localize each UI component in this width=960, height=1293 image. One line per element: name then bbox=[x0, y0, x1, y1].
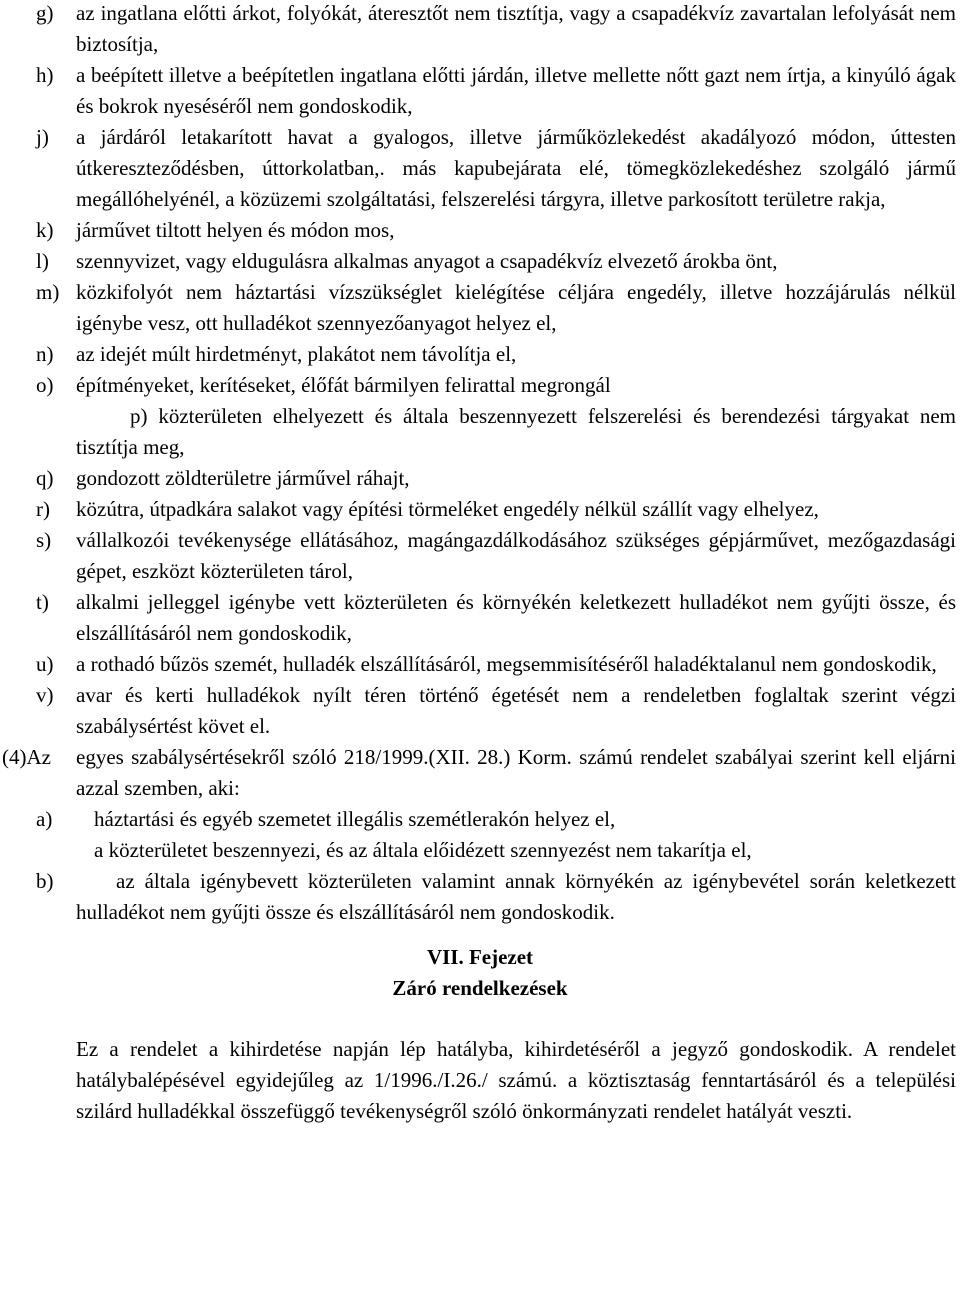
item-text: háztartási és egyéb szemetet illegális szemétlerakón helyez el, bbox=[94, 807, 616, 831]
list-item-j bbox=[0, 122, 960, 215]
list-item-t bbox=[0, 587, 960, 649]
item-text: építményeket, kerítéseket, élőfát bármilyen felirattal megrongál bbox=[76, 373, 611, 397]
list-item-m bbox=[0, 277, 960, 339]
list-item-k bbox=[0, 215, 960, 246]
item-label: v) bbox=[36, 683, 54, 707]
item-text: közterületen elhelyezett és általa beszennyezett felszerelési és berendezési tárgyakat nem tisztítja meg, bbox=[76, 404, 956, 459]
item-text: vállalkozói tevékenysége ellátásához, magángazdálkodásához szükséges gépjárművet, mezőgazdasági gépet, eszközt közterületen tárol, bbox=[76, 528, 956, 583]
chapter-title: Záró rendelkezések bbox=[392, 976, 568, 1000]
item-label: r) bbox=[36, 497, 50, 521]
item-label: q) bbox=[36, 466, 54, 490]
list-item-n bbox=[0, 339, 960, 370]
list-item-g bbox=[0, 0, 960, 60]
item-text: az ingatlana előtti árkot, folyókát, áteresztőt nem tisztítja, vagy a csapadékvíz zavartalan lefolyását nem biztosítja, bbox=[76, 1, 956, 56]
item-label: b) bbox=[36, 869, 54, 893]
item-text: az általa igénybevett közterületen valamint annak környékén az igénybevétel során keletkezett hulladékot nem gyűjti össze és elszállításáról nem gondoskodik. bbox=[76, 869, 956, 924]
item-text: az idejét múlt hirdetményt, plakátot nem távolítja el, bbox=[76, 342, 517, 366]
chapter-number: VII. Fejezet bbox=[426, 945, 534, 969]
item-text: közútra, útpadkára salakot vagy építési törmeléket engedély nélkül szállít vagy elhelyez, bbox=[76, 497, 819, 521]
list-item-u bbox=[0, 649, 960, 680]
list-item-h bbox=[0, 60, 960, 122]
item-label: k) bbox=[36, 218, 54, 242]
list-item-v bbox=[0, 680, 960, 742]
item-text: a közterületet beszennyezi, és az általa előidézett szennyezést nem takarítja el, bbox=[94, 838, 752, 862]
list-item-l bbox=[0, 246, 960, 277]
item-text: gondozott zöldterületre járművel ráhajt, bbox=[76, 466, 410, 490]
list-item-o bbox=[0, 370, 960, 401]
item-label: n) bbox=[36, 342, 54, 366]
item-label: a) bbox=[36, 807, 53, 831]
list-item-r bbox=[0, 494, 960, 525]
paragraph-text: egyes szabálysértésekről szóló 218/1999.(XII. 28.) Korm. számú rendelet szabályai szerint kell eljárni azzal szemben, aki: bbox=[76, 745, 956, 800]
item-text: avar és kerti hulladékok nyílt téren történő égetését nem a rendeletben foglaltak szerint végzi szabálysértést követ el. bbox=[76, 683, 956, 738]
paragraph-label: (4)Az bbox=[2, 745, 51, 769]
list-item-p bbox=[0, 401, 960, 463]
closing-paragraph: Ez a rendelet a kihirdetése napján lép hatályba, kihirdetéséről a jegyző gondoskodik. A rendelet hatálybalépésével egyidejűleg az 1/1996./I.26./ számú. a köztisztaság fenntartásáról és a települési szilárd hulladékkal összefüggő tevékenységről szóló önkormányzati rendelet hatályát veszti. bbox=[76, 1037, 956, 1123]
item-text: közkifolyót nem háztartási vízszükséglet kielégítése céljára engedély, illetve hozzájárulás nélkül igénybe vesz, ott hulladékot szennyezőanyagot helyez el, bbox=[76, 280, 956, 335]
item-label: p) bbox=[130, 404, 148, 428]
list-item-s bbox=[0, 525, 960, 587]
item-label: m) bbox=[36, 280, 60, 304]
item-label: o) bbox=[36, 373, 54, 397]
item-text: a járdáról letakarított havat a gyalogos, illetve járműközlekedést akadályozó módon, úttesten útkereszteződésben, úttorkolatban,. más kapubejárata elé, tömegközlekedéshez szolgáló jármű megállóhelyénél, a közüzemi szolgáltatási, felszerelési tárgyra, illetve parkosított területre rakja, bbox=[76, 125, 956, 211]
item-text: szennyvizet, vagy eldugulásra alkalmas anyagot a csapadékvíz elvezető árokba önt, bbox=[76, 249, 778, 273]
item-label: t) bbox=[36, 590, 49, 614]
item-label: u) bbox=[36, 652, 54, 676]
item-text: a beépített illetve a beépítetlen ingatlana előtti járdán, illetve mellette nőtt gazt nem írtja, a kinyúló ágak és bokrok nyeséséről nem gondoskodik, bbox=[76, 63, 956, 118]
sub-item-b bbox=[0, 866, 960, 928]
list-item-q bbox=[0, 463, 960, 494]
item-label: h) bbox=[36, 63, 54, 87]
item-label: s) bbox=[36, 528, 52, 552]
item-text: alkalmi jelleggel igénybe vett közterületen és környékén keletkezett hulladékot nem gyűjti össze, és elszállításáról nem gondoskodik, bbox=[76, 590, 956, 645]
item-label: g) bbox=[36, 1, 54, 25]
paragraph-4 bbox=[0, 742, 960, 804]
sub-item-a bbox=[0, 804, 960, 866]
item-text: a rothadó bűzös szemét, hulladék elszállításáról, megsemmisítéséről haladéktalanul nem gondoskodik, bbox=[76, 652, 937, 676]
item-label: l) bbox=[36, 249, 49, 273]
item-label: j) bbox=[36, 125, 49, 149]
item-text: járművet tiltott helyen és módon mos, bbox=[76, 218, 395, 242]
